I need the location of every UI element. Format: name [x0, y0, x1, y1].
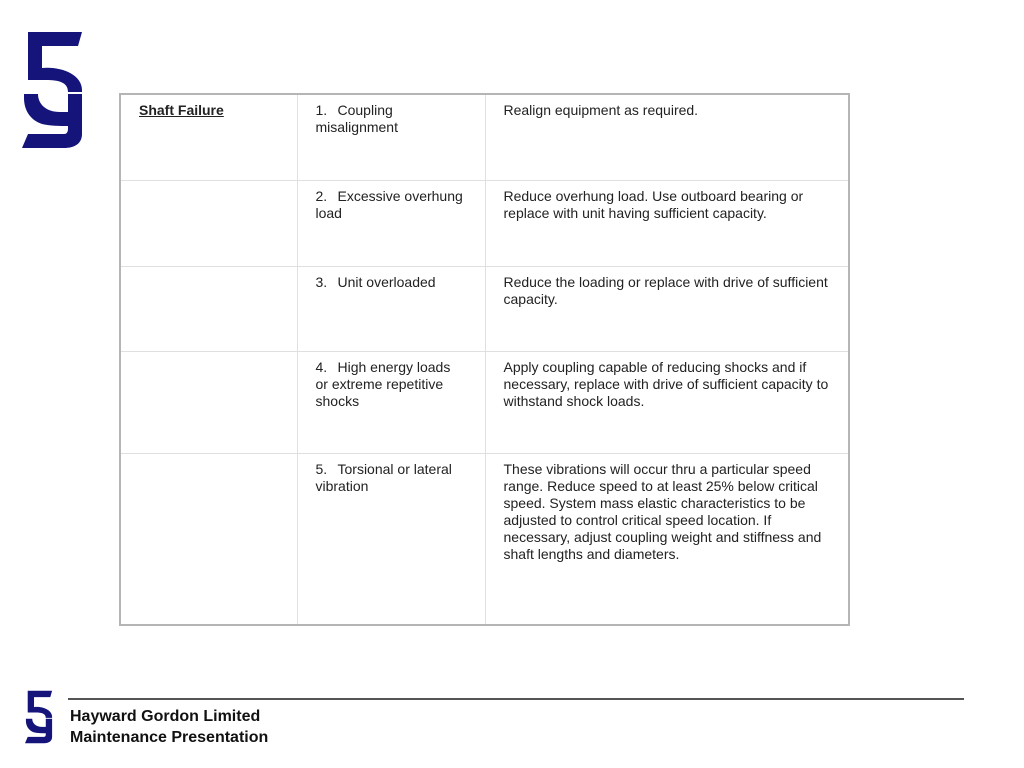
- table-row: [120, 94, 849, 180]
- cause-text: High energy loads or extreme repetitive shocks: [315, 358, 451, 409]
- cause-cell: [297, 453, 485, 625]
- category-cell: [120, 266, 297, 351]
- category-title: Shaft Failure: [139, 102, 224, 118]
- cause-text: Torsional or lateral vibration: [315, 460, 452, 494]
- remedy-cell: Reduce overhung load. Use outboard bearing or replace with unit having sufficient capacity.: [485, 180, 849, 266]
- cause-number: 5.: [315, 460, 328, 477]
- cause-cell: [297, 180, 485, 266]
- footer-subtitle: Maintenance Presentation: [70, 729, 269, 746]
- company-logo-icon: [20, 28, 86, 152]
- table-row: [120, 180, 849, 266]
- cause-cell: [297, 351, 485, 453]
- cause-number: 1.: [315, 102, 328, 118]
- cause-cell: [297, 94, 485, 180]
- category-cell: [120, 351, 297, 453]
- cause-cell: [297, 266, 485, 351]
- category-cell: [120, 94, 297, 180]
- footer: [70, 706, 268, 748]
- category-cell: [120, 453, 297, 625]
- troubleshooting-table: [119, 93, 850, 626]
- remedy-cell: These vibrations will occur thru a particular speed range. Reduce speed to at least 25% below critical speed. System mass elastic characteristics to be adjusted to control critical speed location. If necessary, adjust coupling weight and stiffness and shaft lengths and diameters.: [485, 453, 849, 625]
- cause-text: Excessive overhung load: [315, 187, 463, 221]
- remedy-cell: Apply coupling capable of reducing shocks and if necessary, replace with drive of sufficient capacity to withstand shock loads.: [485, 351, 849, 453]
- cause-text: Unit overloaded: [337, 273, 436, 290]
- remedy-cell: Realign equipment as required.: [485, 94, 849, 180]
- table-row: [120, 453, 849, 625]
- cause-number: 4.: [315, 358, 328, 375]
- footer-logo-icon: [24, 689, 54, 745]
- footer-divider: [68, 698, 964, 700]
- cause-text: Coupling misalignment: [315, 102, 398, 135]
- footer-company: Hayward Gordon Limited: [70, 708, 261, 725]
- category-cell: [120, 180, 297, 266]
- table-row: [120, 351, 849, 453]
- cause-number: 3.: [315, 273, 328, 290]
- cause-number: 2.: [315, 187, 328, 204]
- table-row: [120, 266, 849, 351]
- remedy-cell: Reduce the loading or replace with drive of sufficient capacity.: [485, 266, 849, 351]
